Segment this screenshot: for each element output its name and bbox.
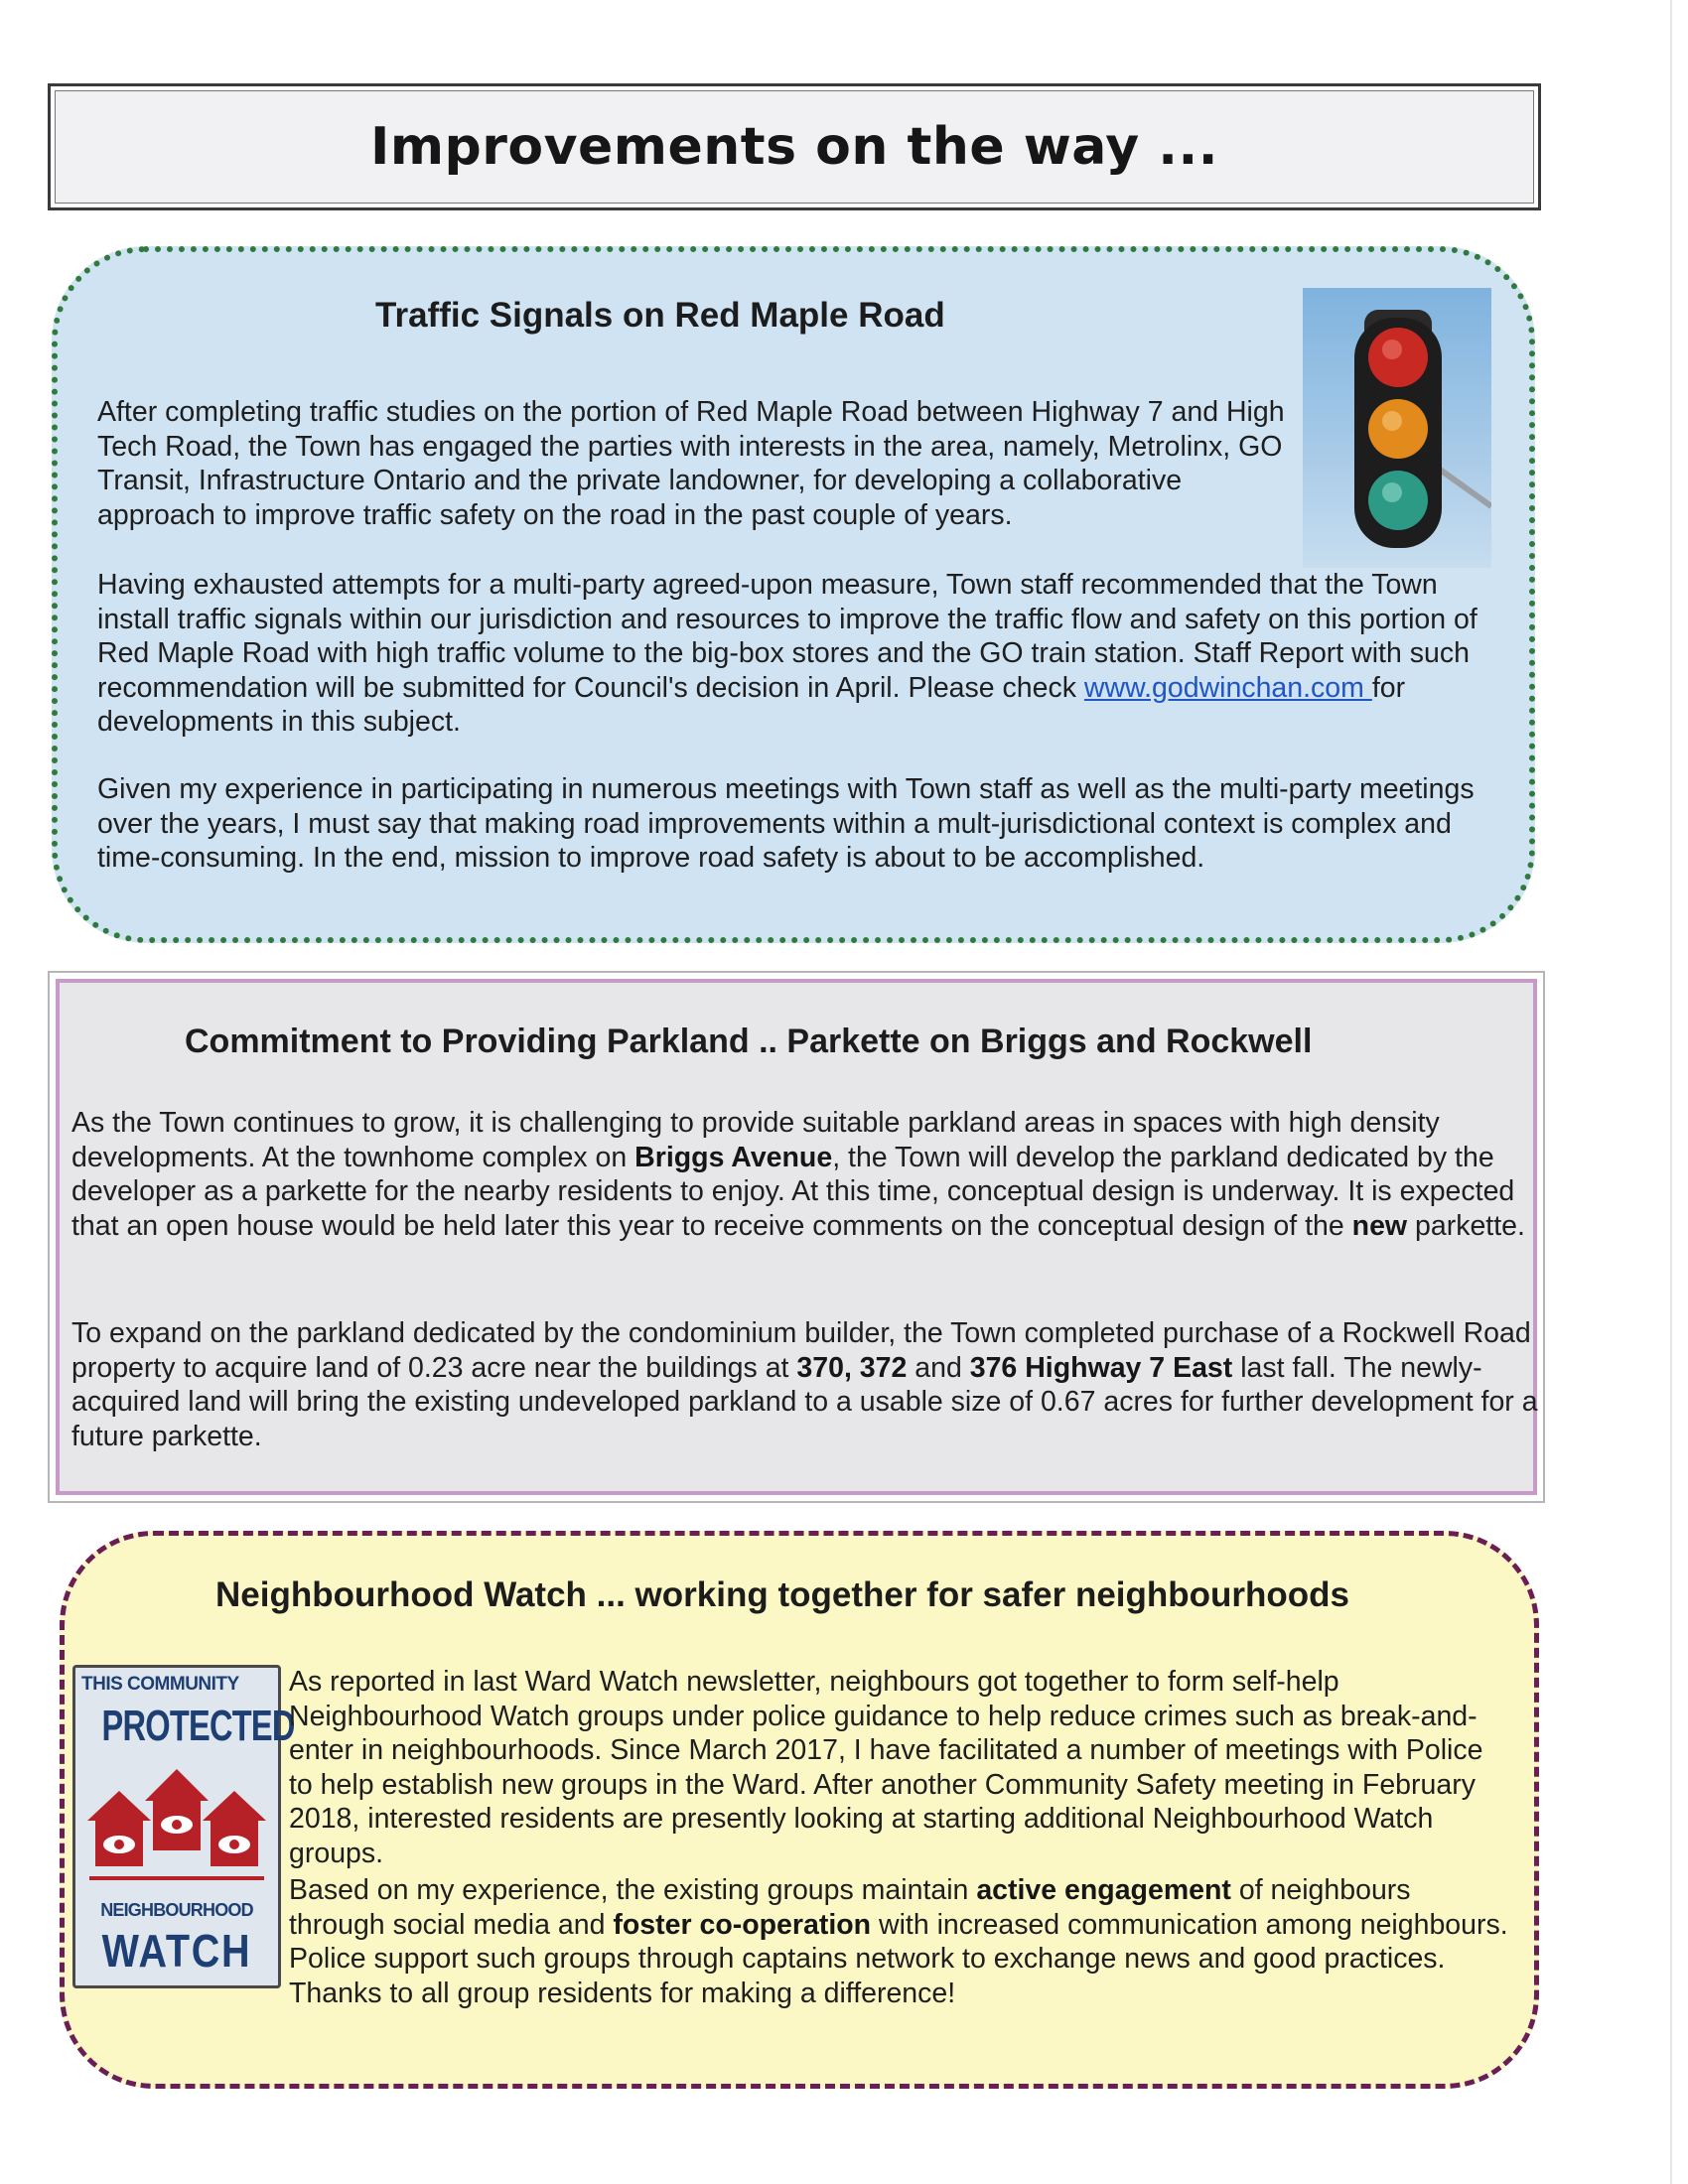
page-title: Improvements on the way ... [369, 117, 1219, 177]
watch-p2-c: of neighbours through social media and [289, 1874, 1411, 1941]
traffic-paragraph-3: Given my experience in participating in numerous meetings with Town staff as well as the multi-party meetings over the years, I must say that making road improvements within a mult-jurisdictional context is complex and time-consuming. In the end, mission to improve road safety is about to be accomplished. [97, 773, 1475, 874]
watch-p2-e: with increased communication among neighbours. Police support such groups through captains network to exchange news and good practices. Thanks to all group residents for making a difference! [289, 1908, 1508, 2009]
parkland-p1-c: , the Town will develop the parkland dedicated by the developer as a parkette for the nearby residents to enjoy. At this time, conceptual design is underway. It is expected that an open house would be held later this year to receive comments on the conceptual design of the [71, 1141, 1515, 1242]
watch-paragraph-2 [289, 1873, 1510, 2010]
parkland-p2-e: last fall. The newly-acquired land will bring the existing undeveloped parkland to a usable size of 0.67 acres for further development for a future parkette. [71, 1351, 1538, 1452]
parkland-p2-c: and [907, 1351, 970, 1384]
title-banner [48, 83, 1541, 210]
parkland-p1-a: As the Town continues to grow, it is challenging to provide suitable parkland areas in spaces with high density developments. At the townhome complex on [71, 1107, 1440, 1173]
parkland-p1-e: parkette. [1407, 1209, 1525, 1242]
neighbourhood-watch-sign [72, 1665, 295, 1988]
parkland-section [48, 971, 1545, 1503]
traffic-heading: Traffic Signals on Red Maple Road [375, 296, 945, 335]
sign-line-4: WATCH [101, 1925, 252, 1977]
parkland-p1-bold-briggs: Briggs Avenue [634, 1141, 833, 1173]
parkland-paragraph-2 [71, 1316, 1539, 1453]
houses-eye-icon [87, 1767, 266, 1886]
parkland-heading: Commitment to Providing Parkland .. Parkette on Briggs and Rockwell [185, 1023, 1313, 1060]
traffic-paragraph-2 [97, 568, 1507, 740]
parkland-p1-bold-new: new [1351, 1209, 1408, 1242]
neighbourhood-watch-section [60, 1531, 1539, 2089]
traffic-paragraph-2-tail: for developments in this subject. [97, 671, 1406, 738]
parkland-p2-bold-address: 376 Highway 7 East [969, 1351, 1233, 1384]
parkland-p2-bold-numbers: 370, 372 [796, 1351, 908, 1384]
watch-paragraph-1: As reported in last Ward Watch newsletter, neighbours got together to form self-help Neighbourhood Watch groups under police guidance to help reduce crimes such as break-and-enter in neighbourhoods. Since March 2017, I have facilitated a number of meetings with Police to help establish new groups in the Ward. After another Community Safety meeting in February 2018, interested residents are presently looking at starting additional Neighbourhood Watch groups. [289, 1666, 1483, 1869]
website-link[interactable]: www.godwinchan.com [1083, 671, 1372, 704]
title-banner-inner [55, 90, 1534, 204]
watch-p2-a: Based on my experience, the existing groups maintain [289, 1874, 977, 1906]
traffic-signals-section [52, 246, 1535, 943]
page-edge-line [1670, 0, 1672, 2184]
parkland-panel [56, 979, 1537, 1495]
watch-heading: Neighbourhood Watch ... working together for safer neighbourhoods [215, 1575, 1350, 1614]
watch-p2-bold-engagement: active engagement [976, 1874, 1231, 1906]
traffic-light-image [1303, 288, 1491, 568]
parkland-paragraph-1 [71, 1106, 1539, 1243]
traffic-light-icon [1303, 288, 1491, 568]
sign-line-2: PROTECTED [101, 1702, 295, 1750]
sign-line-1: THIS COMMUNITY [81, 1674, 239, 1695]
traffic-paragraph-1: After completing traffic studies on the portion of Red Maple Road between Highway 7 and High Tech Road, the Town has engaged the parties with interests in the area, namely, Metrolinx, GO Transit, Infrastructure Ontario and the private landowner, for developing a collaborative approach to improve traffic safety on the road in the past couple of years. [97, 396, 1285, 531]
watch-p2-bold-cooperation: foster co-operation [613, 1908, 872, 1941]
traffic-paragraph-2-text: Having exhausted attempts for a multi-party agreed-upon measure, Town staff recommended that the Town install traffic signals within our jurisdiction and resources to improve the traffic flow and safety on this portion of Red Maple Road with high traffic volume to the big-box stores and the GO train station. Staff Report with such recommendation will be submitted for Council's decision in April. Please check [97, 569, 1477, 704]
sign-line-3: NEIGHBOURHOOD [100, 1900, 253, 1920]
parkland-p2-a: To expand on the parkland dedicated by the condominium builder, the Town completed purchase of a Rockwell Road property to acquire land of 0.23 acre near the buildings at [71, 1317, 1531, 1384]
